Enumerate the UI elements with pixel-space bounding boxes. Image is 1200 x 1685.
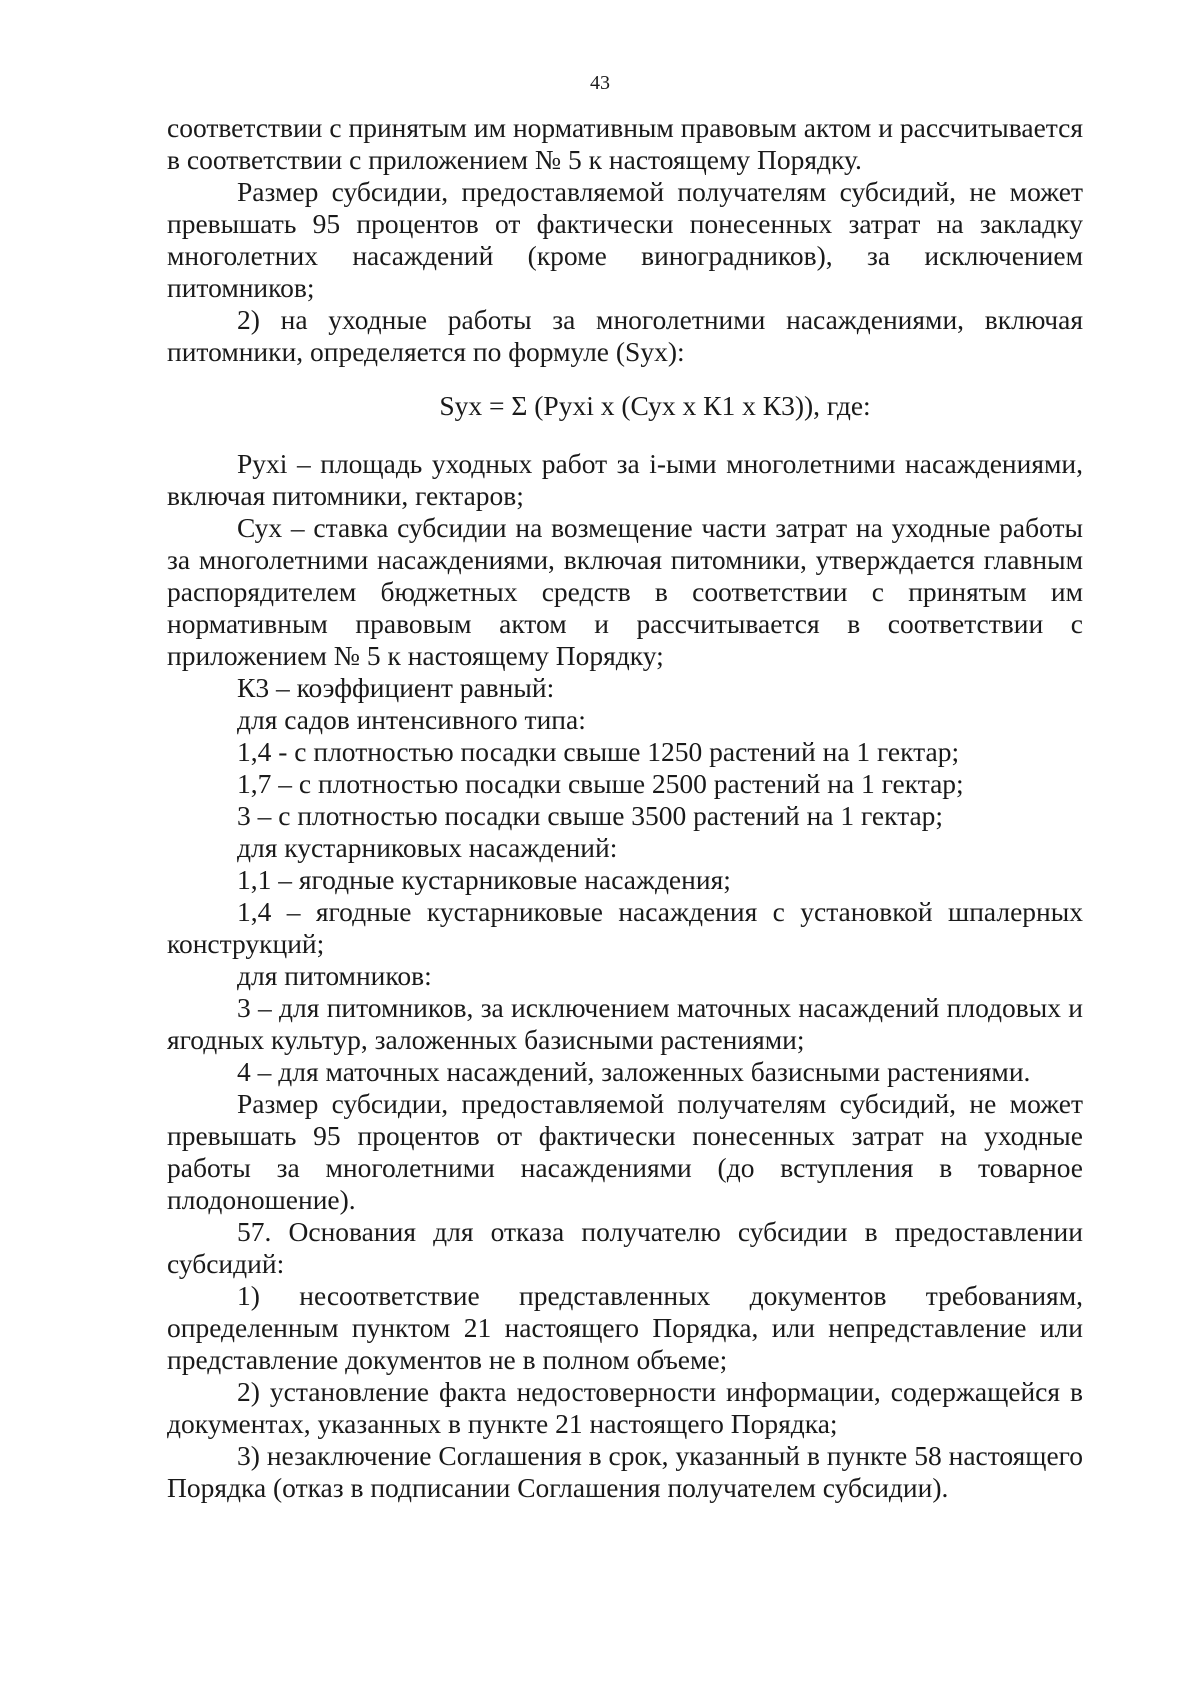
list-item: 1,4 – ягодные кустарниковые насаждения с установкой шпалерных конструкций;: [167, 896, 1083, 959]
list-item: 2) установление факта недостоверности информации, содержащейся в документах, указанных в пункте 21 настоящего Порядка;: [167, 1376, 1083, 1439]
paragraph: Размер субсидии, предоставляемой получателям субсидий, не может превышать 95 процентов от фактически понесенных затрат на уходные работы за многолетними насаждениями (до вступления в товарное плодоношение).: [167, 1088, 1083, 1215]
paragraph: Сух – ставка субсидии на возмещение части затрат на уходные работы за многолетними насаждениями, включая питомники, утверждается главным распорядителем бюджетных средств в соответствии с принятым им нормативным правовым актом и рассчитывается в соответствии с приложением № 5 к настоящему Порядку;: [167, 512, 1083, 671]
paragraph: для питомников:: [237, 960, 432, 991]
paragraph: для кустарниковых насаждений:: [237, 832, 618, 863]
list-item: 3 – с плотностью посадки свыше 3500 растений на 1 гектар;: [237, 800, 944, 831]
paragraph: Рухi – площадь уходных работ за i-ыми многолетними насаждениями, включая питомники, гектаров;: [167, 448, 1083, 511]
paragraph: соответствии с принятым им нормативным правовым актом и рассчитывается в соответствии с приложением № 5 к настоящему Порядку.: [167, 112, 1083, 175]
paragraph: Размер субсидии, предоставляемой получателям субсидий, не может превышать 95 процентов от фактически понесенных затрат на закладку многолетних насаждений (кроме виноградников), за исключением питомников;: [167, 176, 1083, 303]
paragraph: К3 – коэффициент равный:: [237, 672, 555, 703]
list-item: 3) незаключение Соглашения в срок, указанный в пункте 58 настоящего Порядка (отказ в подписании Соглашения получателем субсидии).: [167, 1440, 1083, 1503]
list-item: 3 – для питомников, за исключением маточных насаждений плодовых и ягодных культур, заложенных базисными растениями;: [167, 992, 1083, 1055]
document-body: [167, 112, 1083, 1504]
list-item: 4 – для маточных насаждений, заложенных базисными растениями.: [237, 1056, 1031, 1087]
paragraph: 2) на уходные работы за многолетними насаждениями, включая питомники, определяется по формуле (Sух):: [167, 304, 1083, 367]
list-item: 1,7 – с плотностью посадки свыше 2500 растений на 1 гектар;: [237, 768, 964, 799]
list-item: 1,4 - с плотностью посадки свыше 1250 растений на 1 гектар;: [237, 736, 960, 767]
page-number: 43: [590, 72, 610, 94]
paragraph: для садов интенсивного типа:: [237, 704, 586, 735]
list-item: 1,1 – ягодные кустарниковые насаждения;: [237, 864, 731, 895]
formula: Sух = Σ (Рухi х (Сух х К1 х К3)), где:: [439, 390, 871, 421]
section-heading: 57. Основания для отказа получателю субсидии в предоставлении субсидий:: [167, 1216, 1083, 1279]
list-item: 1) несоответствие представленных документов требованиям, определенным пунктом 21 настоящего Порядка, или непредставление или представление документов не в полном объеме;: [167, 1280, 1083, 1375]
